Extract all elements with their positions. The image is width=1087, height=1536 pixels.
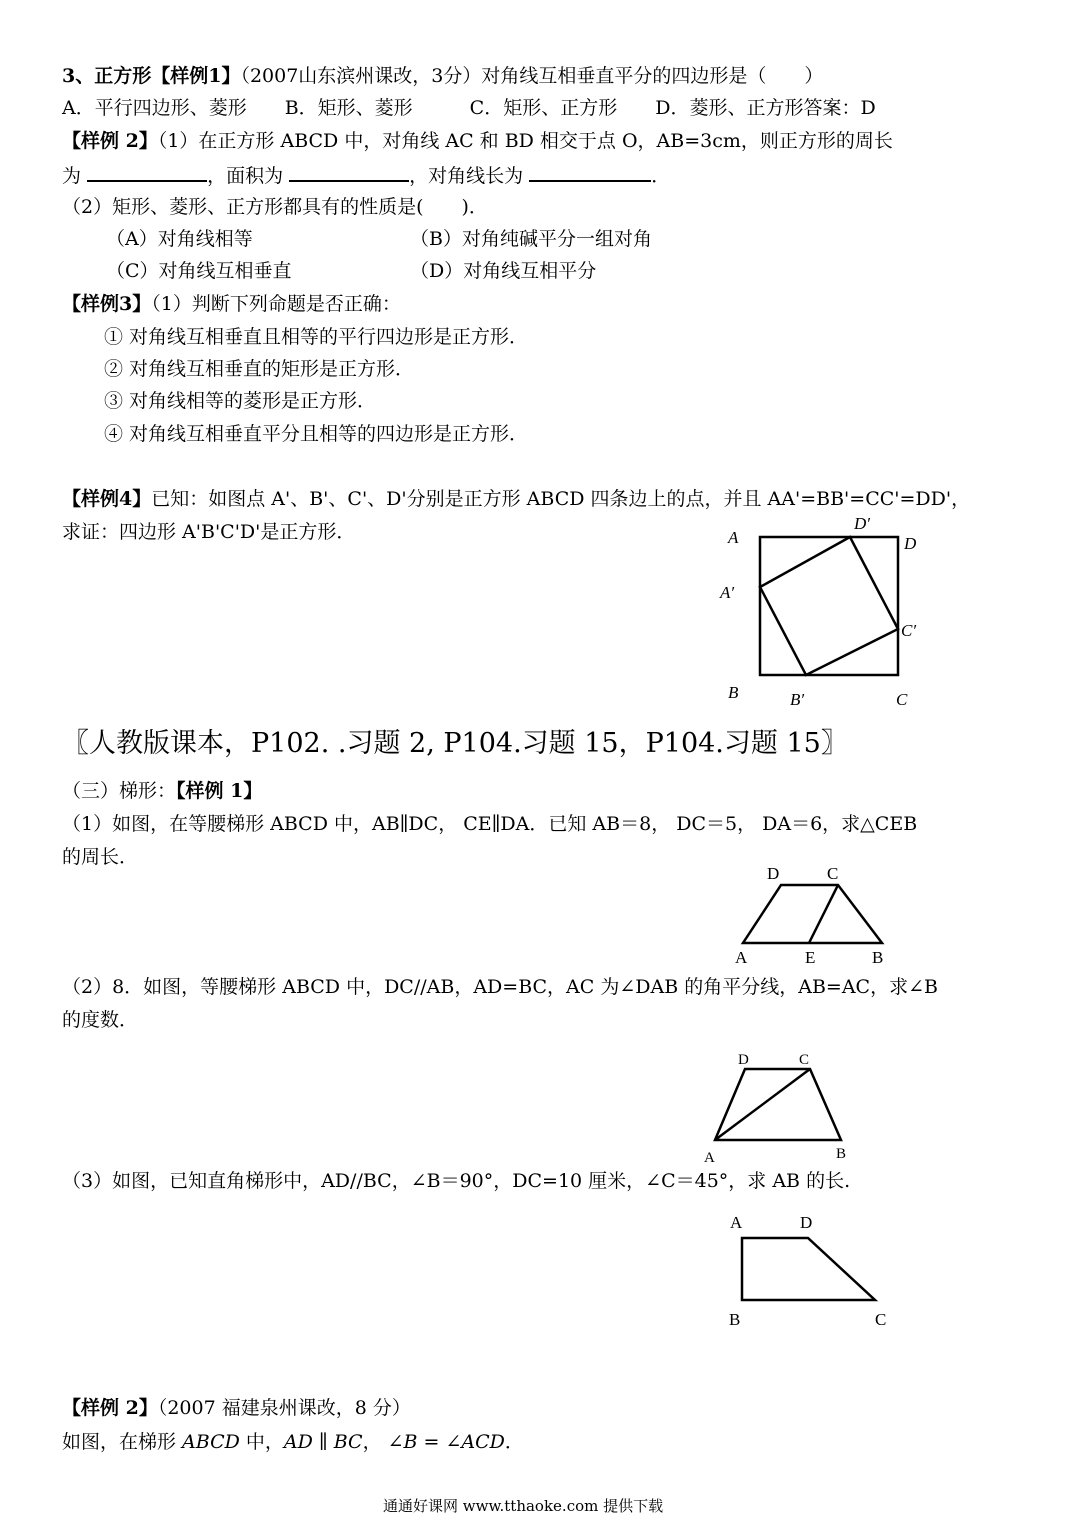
page-footer: 通通好课网 www.tthaoke.com 提供下载	[383, 1497, 664, 1515]
fig-label-a: A	[728, 528, 739, 547]
sec3-ex2-text: （1）在正方形 ABCD 中，对角线 AC 和 BD 相交于点 O，AB=3cm，则正方形的周长	[157, 130, 893, 152]
right-trapezoid	[742, 1238, 875, 1300]
sec3-ex2-line2-b: ，面积为	[207, 165, 284, 187]
sec3-ex3-text: （1）判断下列命题是否正确：	[151, 293, 401, 315]
sec3-ex3-item-3: ③ 对角线相等的菱形是正方形．	[104, 390, 377, 412]
trap-ex2-line2-parallel: AD ∥ BC	[283, 1431, 363, 1453]
sec3-ex4-line2: 求证：四边形 A'B'C'D'是正方形．	[62, 521, 356, 543]
trap-q2-line1: （2）8．如图，等腰梯形 ABCD 中，DC//AB，AD=BC，AC 为∠DAB 的角平分线，AB=AC，求∠B	[62, 976, 938, 998]
fig1-label-e: E	[805, 948, 816, 967]
trap-heading-a: （三）梯形：	[62, 780, 177, 802]
fig-label-b-prime: B′	[790, 690, 805, 709]
trap-q2-line2: 的度数．	[62, 1009, 139, 1031]
trapezoid-figure-1	[725, 855, 905, 970]
fig3-label-b: B	[729, 1310, 741, 1329]
fig-label-d-prime: D′	[854, 514, 870, 533]
fig2-label-c: C	[799, 1052, 810, 1068]
trap-heading	[62, 779, 262, 803]
sec3-ex3-item-2: ② 对角线互相垂直的矩形是正方形．	[104, 358, 415, 380]
diagonal-blank[interactable]	[529, 162, 651, 182]
fig-label-a-prime: A′	[720, 583, 735, 602]
trapezoid-figure-3	[720, 1205, 900, 1335]
fig1-label-d: D	[767, 864, 780, 883]
fig2-label-d: D	[738, 1052, 749, 1068]
fig3-label-c: C	[875, 1310, 887, 1329]
trapezoid-figure-2	[695, 1045, 865, 1165]
trap-ex2-line1	[62, 1396, 411, 1420]
trap-ex2-text: （2007 福建泉州课改，8 分）	[157, 1397, 411, 1419]
sec3-q1-options: A．平行四边形、菱形 B．矩形、菱形 C．矩形、正方形 D．菱形、正方形答案：D	[62, 97, 876, 119]
sec3-ex2-line1	[62, 129, 893, 153]
sec3-ex3-line	[62, 292, 401, 316]
trap-ex2-line2	[62, 1430, 524, 1454]
sec3-ex2-opt-b: （B）对角纯碱平分一组对角	[410, 228, 652, 250]
sec3-ex2-label: 【样例 2】	[62, 130, 158, 152]
sec3-ex4-label: 【样例4】	[62, 488, 152, 510]
fig1-label-a: A	[735, 948, 748, 967]
sec3-ex2-line2	[62, 162, 670, 188]
trap-q1-line1: （1）如图，在等腰梯形 ABCD 中，AB∥DC， CE∥DA．已知 AB＝8， DC＝5， DA＝6，求△CEB	[62, 813, 918, 835]
trapezoid-abcd-2	[715, 1069, 841, 1140]
fig-label-c-prime: C′	[901, 621, 917, 640]
trap-q3-line1: （3）如图，已知直角梯形中，AD//BC，∠B＝90°，DC=10 厘米，∠C＝45°，求 AB 的长.	[62, 1170, 851, 1192]
fig1-label-c: C	[827, 864, 839, 883]
trap-q1-line2: 的周长．	[62, 846, 139, 868]
fig3-label-a: A	[730, 1213, 743, 1232]
trap-ex2-label: 【样例 2】	[62, 1397, 158, 1419]
perimeter-blank[interactable]	[87, 162, 207, 182]
sec3-ex3-label: 【样例3】	[62, 293, 152, 315]
trap-ex2-line2-g: ．	[504, 1431, 524, 1453]
sec3-ex2-line2-a: 为	[62, 165, 82, 187]
fig2-label-b: B	[836, 1146, 847, 1162]
trap-ex2-line2-abcd: ABCD	[182, 1431, 240, 1453]
sec3-ex3-item-4: ④ 对角线互相垂直平分且相等的四边形是正方形．	[104, 423, 529, 445]
fig1-label-b: B	[872, 948, 884, 967]
sec3-ex2-opt-d: （D）对角线互相平分	[410, 260, 597, 282]
fig-label-b: B	[728, 683, 739, 702]
sec3-ex2-opt-c: （C）对角线互相垂直	[106, 260, 292, 282]
trap-ex2-line2-c: 中，	[239, 1431, 284, 1453]
trap-heading-b: 【样例 1】	[176, 780, 263, 802]
trap-ex2-line2-a: 如图，在梯形	[62, 1431, 183, 1453]
sec3-ex2-line2-c: ，对角线长为	[409, 165, 524, 187]
square-figure	[710, 505, 940, 710]
sec3-q1-line	[62, 64, 823, 88]
chapter-reference: 〖人教版课本，P102. .习题 2, P104.习题 15，P104.习题 15〗	[62, 728, 848, 759]
inner-square	[760, 537, 898, 675]
trap-ex2-line2-e: ，	[362, 1431, 388, 1453]
sec3-ex2-line2-d: ．	[651, 165, 671, 187]
sec3-q1-text: （2007山东滨州课改，3分）对角线互相垂直平分的四边形是（ ）	[240, 65, 824, 87]
sec3-ex4-text: 已知：如图点 A'、B'、C'、D'分别是正方形 ABCD 四条边上的点，并且 AA'=BB'=CC'=DD'，	[151, 488, 971, 510]
fig3-label-d: D	[800, 1213, 813, 1232]
sec3-ex2-opt-a: （A）对角线相等	[106, 228, 253, 250]
area-blank[interactable]	[289, 162, 409, 182]
fig-label-d: D	[904, 534, 917, 553]
sec3-ex3-item-1: ① 对角线互相垂直且相等的平行四边形是正方形．	[104, 326, 529, 348]
outer-square	[760, 537, 898, 675]
sec3-ex2-q2: （2）矩形、菱形、正方形都具有的性质是( )．	[62, 196, 488, 218]
sec3-heading: 3、正方形【样例1】	[62, 65, 241, 87]
segment-ce	[809, 885, 838, 943]
fig-label-c: C	[896, 690, 908, 709]
trap-ex2-line2-angle: ∠B = ∠ACD	[387, 1431, 505, 1453]
fig2-label-a: A	[704, 1150, 715, 1165]
